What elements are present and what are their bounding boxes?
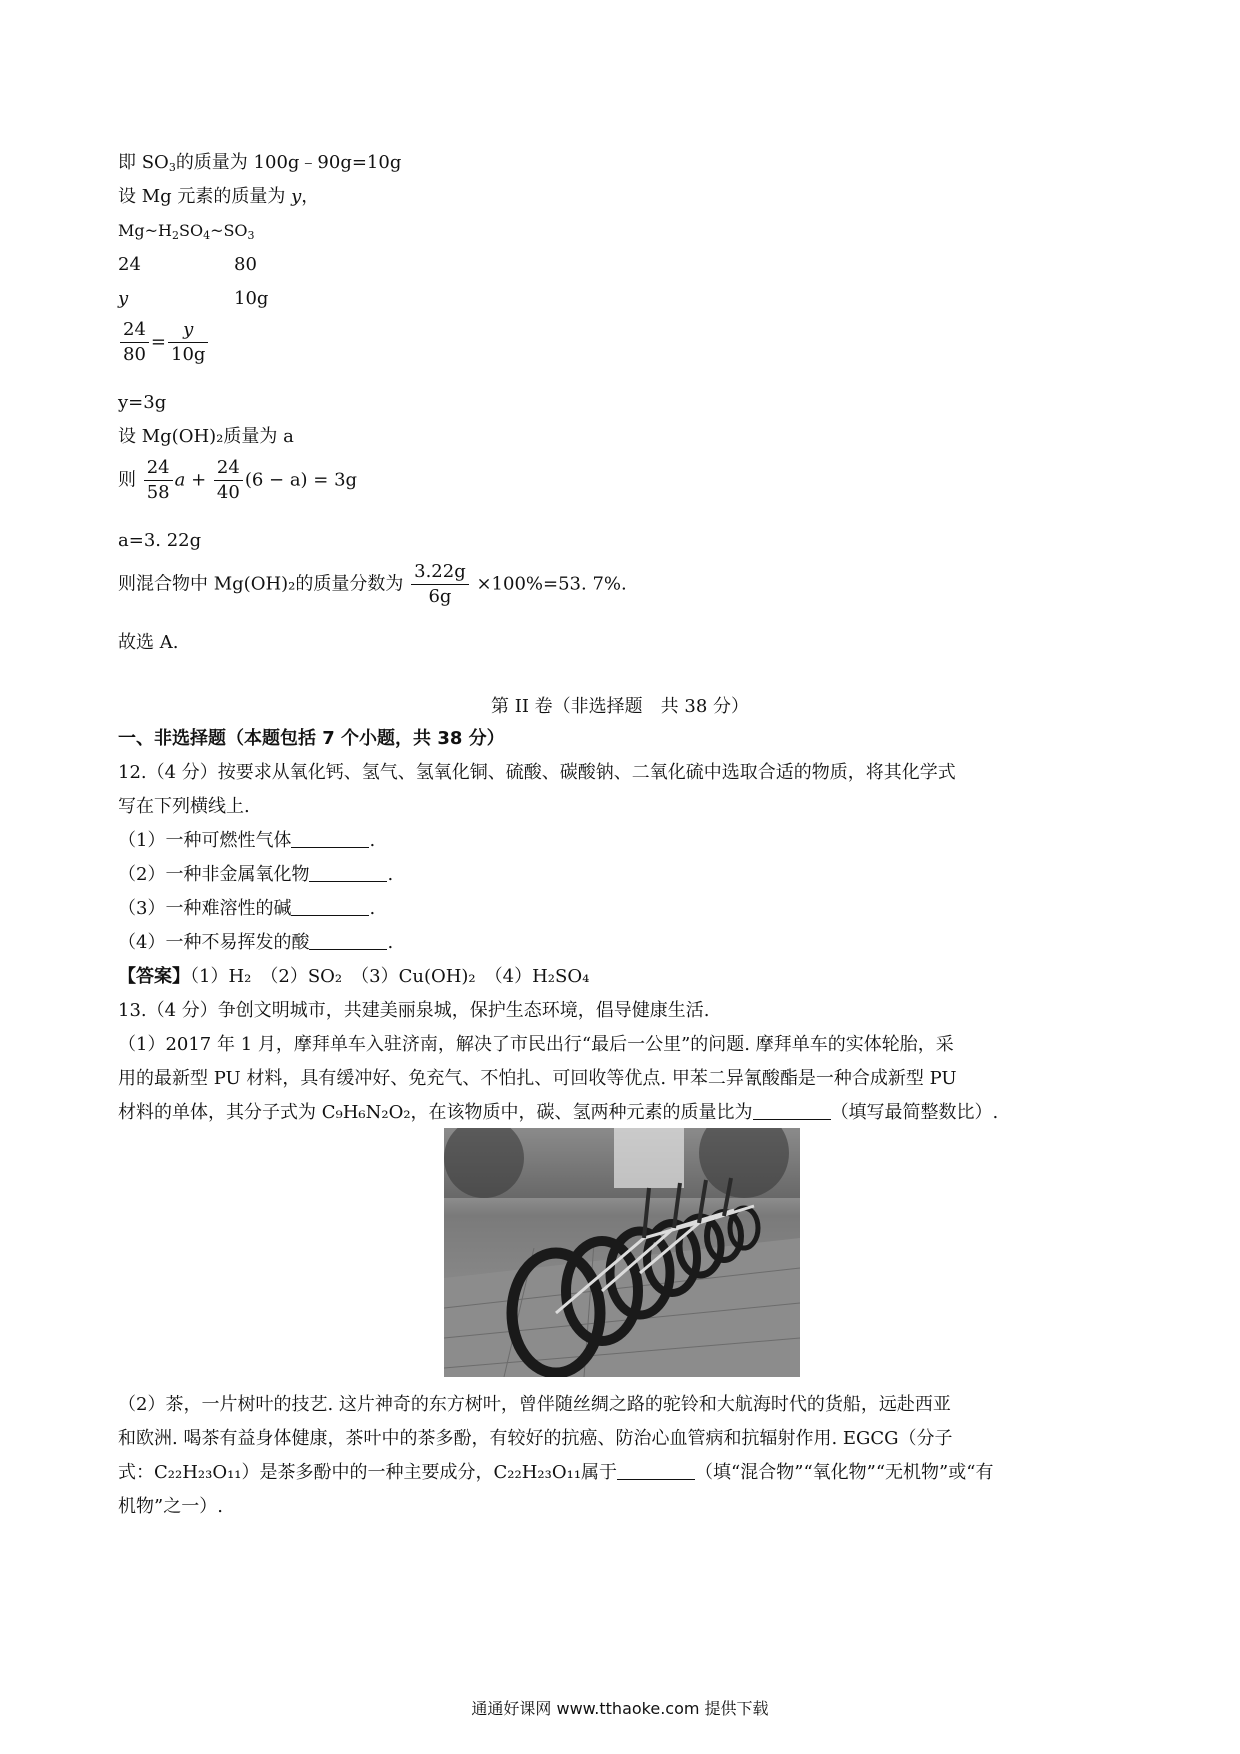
- text: .: [369, 898, 376, 919]
- q13-part2-line2: 和欧洲. 喝茶有益身体健康，茶叶中的茶多酚，有较好的抗癌、防治心血管病和抗辐射作用. EGCG（分子: [118, 1428, 953, 1449]
- page-footer: 通通好课网 www.tthaoke.com 提供下载: [471, 1699, 769, 1718]
- text: 10g: [234, 288, 269, 309]
- text: （1）一种可燃性气体: [118, 830, 292, 851]
- text: 设 Mg(OH)₂质量为 a: [118, 426, 294, 447]
- q13-part1-line3: [118, 1100, 998, 1126]
- subscript: 3: [247, 229, 255, 242]
- q12-part1: [118, 828, 375, 854]
- text: （4）一种不易挥发的酸: [118, 932, 310, 953]
- calc-line-relation: [118, 218, 255, 249]
- calc-line-choice: [118, 630, 178, 656]
- numerator: 3.22g: [411, 560, 469, 585]
- q12-stem-line2: 写在下列横线上.: [118, 796, 250, 817]
- var-y: y: [291, 186, 302, 207]
- calc-line-a-result: [118, 528, 201, 554]
- text: （填“混合物”“氧化物”“无机物”或“有: [695, 1462, 994, 1483]
- fraction: [411, 560, 469, 609]
- text: （3）一种难溶性的碱: [118, 898, 292, 919]
- text: .: [369, 830, 376, 851]
- answer-blank: [753, 1101, 831, 1120]
- calc-line-proportion: [118, 318, 210, 367]
- q13-part1-line2: 用的最新型 PU 材料，具有缓冲好、免充气、不怕扎、可回收等优点. 甲苯二异氰酸酯是一种合成新型 PU: [118, 1068, 957, 1089]
- denominator: 10g: [171, 344, 206, 365]
- q13-part1-line1: （1）2017 年 1 月，摩拜单车入驻济南，解决了市民出行“最后一公里”的问题. 摩拜单车的实体轮胎，采: [118, 1034, 954, 1055]
- text: Mg: [118, 221, 145, 240]
- fraction: [168, 318, 208, 367]
- q12-part4: [118, 930, 393, 956]
- q12-part2: [118, 862, 393, 888]
- text: (6 − a) = 3g: [244, 469, 358, 491]
- text: （填写最简整数比）.: [830, 1102, 999, 1123]
- subscript: 4: [203, 229, 211, 242]
- fraction: [120, 318, 149, 367]
- text: 80: [234, 254, 257, 275]
- text: 的质量为 100g﹣90g=10g: [175, 152, 402, 173]
- q13-part2-line3: [118, 1460, 993, 1486]
- answer-text: （1）H₂ （2）SO₂ （3）Cu(OH)₂ （4）H₂SO₄: [190, 966, 590, 987]
- text: 则混合物中 Mg(OH)₂的质量分数为: [118, 573, 404, 595]
- subscript: 3: [168, 161, 176, 174]
- numerator: 24: [120, 318, 149, 343]
- numerator: y: [168, 318, 208, 343]
- text: 设 Mg 元素的质量为: [118, 186, 292, 207]
- answer-blank: [617, 1461, 695, 1480]
- denominator: 58: [146, 482, 170, 503]
- subscript: 2: [171, 229, 179, 242]
- denominator: 6g: [428, 586, 452, 607]
- q12-part3: [118, 896, 375, 922]
- q13-part2-line1: （2）茶，一片树叶的技艺. 这片神奇的东方树叶，曾伴随丝绸之路的驼铃和大航海时代的货船，远赴西亚: [118, 1394, 951, 1415]
- calc-line-set-a: [118, 424, 294, 450]
- denominator: 40: [216, 482, 240, 503]
- bike-photo: [444, 1128, 800, 1377]
- text: ×100%=53. 7%.: [476, 573, 627, 595]
- q12-stem-line1: 12.（4 分）按要求从氧化钙、氢气、氢氧化铜、硫酸、碳酸钠、二氧化硫中选取合适的物质，将其化学式: [118, 762, 956, 783]
- calc-line-percentage: [118, 560, 627, 609]
- fraction: [214, 456, 243, 505]
- q13-part2-line4: 机物”之一）.: [118, 1496, 223, 1517]
- text: ~SO: [210, 221, 248, 240]
- var-y: y: [118, 288, 129, 309]
- numerator: 24: [214, 456, 243, 481]
- answer-blank: [291, 897, 369, 916]
- answer-blank: [309, 931, 387, 950]
- text: 则: [118, 469, 136, 491]
- calc-line-vars: [118, 286, 269, 312]
- denominator: 80: [123, 344, 146, 365]
- text: a=3. 22g: [118, 530, 202, 551]
- text: ~H: [144, 221, 172, 240]
- answer-blank: [309, 863, 387, 882]
- text: SO: [178, 221, 204, 240]
- calc-line-so3-mass: [118, 150, 401, 181]
- section-title: 第 II 卷（非选择题 共 38 分）: [490, 696, 749, 717]
- text: 故选 A.: [118, 632, 179, 653]
- text: .: [387, 932, 394, 953]
- text: .: [387, 864, 394, 885]
- text: 材料的单体，其分子式为 C₉H₆N₂O₂，在该物质中，碳、氢两种元素的质量比为: [118, 1102, 753, 1123]
- equals-sign: =: [150, 331, 166, 353]
- section-heading: 一、非选择题（本题包括 7 个小题，共 38 分）: [118, 728, 505, 749]
- text: y=3g: [118, 392, 167, 413]
- text: a +: [174, 469, 207, 491]
- fraction: [144, 456, 173, 505]
- numerator: 24: [144, 456, 173, 481]
- answer-blank: [291, 829, 369, 848]
- calc-line-ratio: [118, 252, 257, 278]
- bike-photo-illustration: [444, 1128, 800, 1377]
- calc-line-equation: [118, 456, 357, 505]
- text: 即 SO: [118, 152, 169, 173]
- text: 式：C₂₂H₂₃O₁₁）是茶多酚中的一种主要成分，C₂₂H₂₃O₁₁属于: [118, 1462, 618, 1483]
- answer-label: 【答案】: [118, 966, 190, 987]
- calc-line-set-y: [118, 184, 319, 210]
- q13-stem: 13.（4 分）争创文明城市，共建美丽泉城，保护生态环境，倡导健康生活.: [118, 1000, 710, 1021]
- text: 24: [118, 254, 141, 275]
- calc-line-y-result: [118, 390, 166, 416]
- text: ，: [301, 186, 320, 207]
- q12-answer: [118, 964, 589, 990]
- text: （2）一种非金属氧化物: [118, 864, 310, 885]
